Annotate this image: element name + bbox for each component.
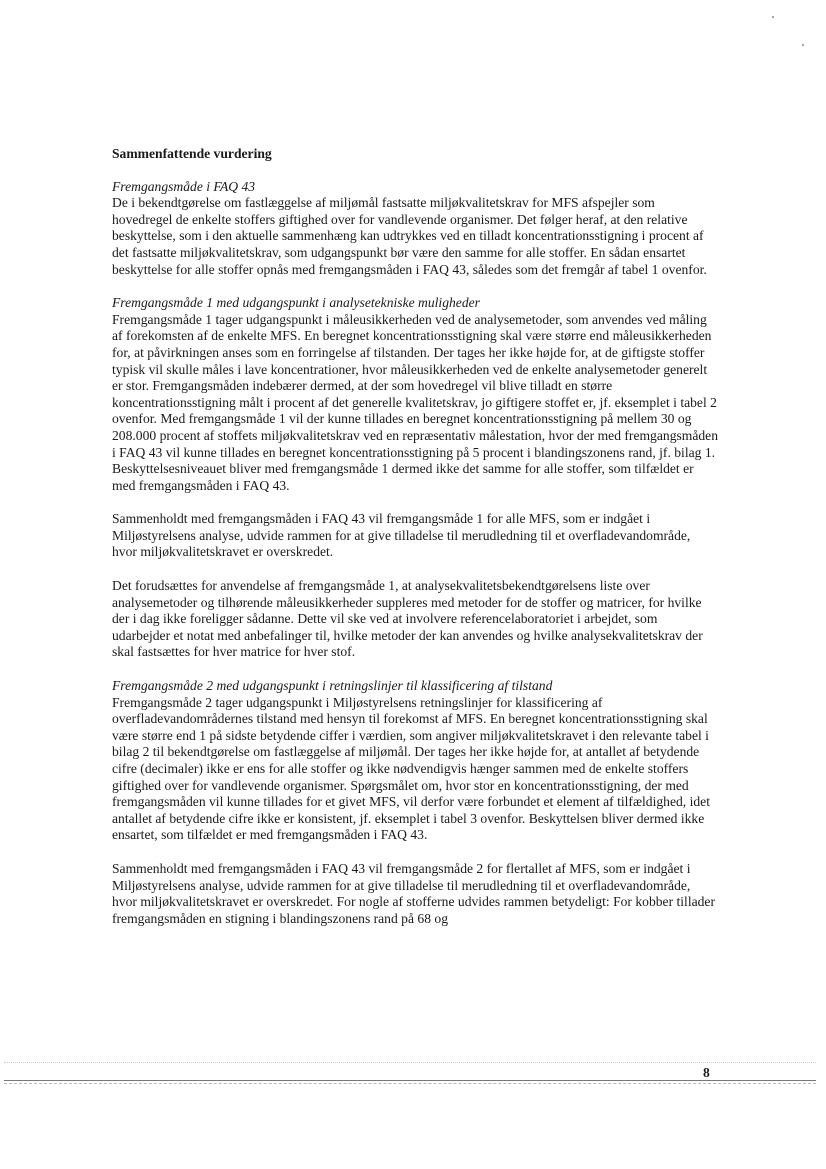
- scan-speck: [802, 44, 804, 46]
- footer-divider-dotted: [4, 1062, 816, 1063]
- footer-divider: [4, 1080, 816, 1081]
- paragraph: Sammenholdt med fremgangsmåden i FAQ 43 vil fremgangsmåde 1 for alle MFS, som er indgået i Miljøstyrelsens analyse, udvide rammen for at give tilladelse til merudledning til et overfladevandområde, hvor miljøkvalitetskravet er overskredet.: [112, 511, 691, 560]
- page-number: 8: [703, 1065, 710, 1080]
- scan-speck: [772, 16, 774, 18]
- paragraph: Fremgangsmåde 1 tager udgangspunkt i måleusikkerheden ved de analysemetoder, som anvendes ved måling af forekomsten af de enkelte MFS. En beregnet koncentrationsstigning skal være større end måleusikkerheden for, at påvirkningen anses som en forringelse af tilstanden. Der tages her ikke højde for, at de giftigste stoffer typisk vil skulle måles i lave koncentrationer, hvor måleusikkerheden ved de enkelte analysemetoder generelt er stor. Fremgangsmåden indebærer dermed, at der som hovedregel vil blive tilladt en større koncentrationsstigning målt i procent af det generelle kvalitetskrav, jo giftigere stoffet er, jf. eksemplet i tabel 2 ovenfor. Med fremgangsmåde 1 vil der kunne tillades en beregnet koncentrationsstigning på mellem 30 og 208.000 procent af stoffets miljøkvalitetskrav ved en repræsentativ målestation, hvor der med fremgangsmåden i FAQ 43 vil kunne tillades en beregnet koncentrationsstigning på 5 procent i blandingszonens rand, jf. bilag 1. Beskyttelsesniveauet bliver med fremgangsmåde 1 dermed ikke det samme for alle stoffer, som tilfældet er med fremgangsmåden i FAQ 43.: [112, 311, 719, 493]
- paragraph: Fremgangsmåde 2 tager udgangspunkt i Miljøstyrelsens retningslinjer for klassificering af overfladevandområdernes tilstand med hensyn til forekomst af MFS. En beregnet koncentrationsstigning skal være større end 1 på sidste betydende ciffer i værdien, som angiver miljøkvalitetskravet i den relevante tabel i bilag 2 til bekendtgørelse om fastlæggelse af miljømål. Der tages her ikke højde for, at antallet af betydende cifre (decimaler) ikke er ens for alle stoffer og ikke nødvendigvis hænger sammen med de enkelte stoffers giftighed over for vandlevende organismer. Spørgsmålet om, hvor stor en koncentrationsstigning, der med fremgangsmåden vil kunne tillades for et givet MFS, vil derfor være forbundet et element af tilfældighed, idet antallet af betydende cifre ikke er konsistent, jf. eksemplet i tabel 3 ovenfor. Beskyttelsen bliver dermed ikke ensartet, som tilfældet er med fremgangsmåden i FAQ 43.: [112, 694, 710, 843]
- subsection-title-method-2: Fremgangsmåde 2 med udgangspunkt i retningslinjer til klassificering af tilstand: [112, 678, 553, 694]
- section-heading: Sammenfattende vurdering: [112, 146, 272, 161]
- paragraph: Det forudsættes for anvendelse af fremgangsmåde 1, at analysekvalitetsbekendtgørelsens liste over analysemetoder og tilhørende måleusikkerheder suppleres med metoder for de stoffer og matricer, for hvilke der i dag ikke foreligger sådanne. Dette vil ske ved at involvere referencelaboratoriet i arbejdet, som udarbejder et notat med anbefalinger til, hvilke metoder der kan anvendes og hvilke analysekvalitetskrav der skal fastsættes for hver matrice for hver stof.: [112, 578, 703, 660]
- subsection-title-faq43: Fremgangsmåde i FAQ 43: [112, 178, 256, 194]
- paragraph: De i bekendtgørelse om fastlæggelse af miljømål fastsatte miljøkvalitetskrav for MFS afspejler som hovedregel de enkelte stoffers giftighed over for vandlevende organismer. Det følger heraf, at den relative beskyttelse, som i den aktuelle sammenhæng kan udtrykkes ved en tilladt koncentrationsstigning i procent af det fastsatte miljøkvalitetskrav, som udgangspunkt bør være den samme for alle stoffer. En sådan ensartet beskyttelse for alle stoffer opnås med fremgangsmåden i FAQ 43, således som det fremgår af tabel 1 ovenfor.: [112, 195, 707, 277]
- subsection-title-method-1: Fremgangsmåde 1 med udgangspunkt i analysetekniske muligheder: [112, 295, 480, 311]
- footer-divider-dashed: [4, 1083, 816, 1084]
- document-body: [112, 146, 718, 944]
- paragraph: Sammenholdt med fremgangsmåden i FAQ 43 vil fremgangsmåde 2 for flertallet af MFS, som er indgået i Miljøstyrelsens analyse, udvide rammen for at give tilladelse til merudledning til et overfladevandområde, hvor miljøkvalitetskravet er overskredet. For nogle af stofferne udvides rammen betydeligt: For kobber tillader fremgangsmåden en stigning i blandingszonens rand på 68 og: [112, 860, 715, 926]
